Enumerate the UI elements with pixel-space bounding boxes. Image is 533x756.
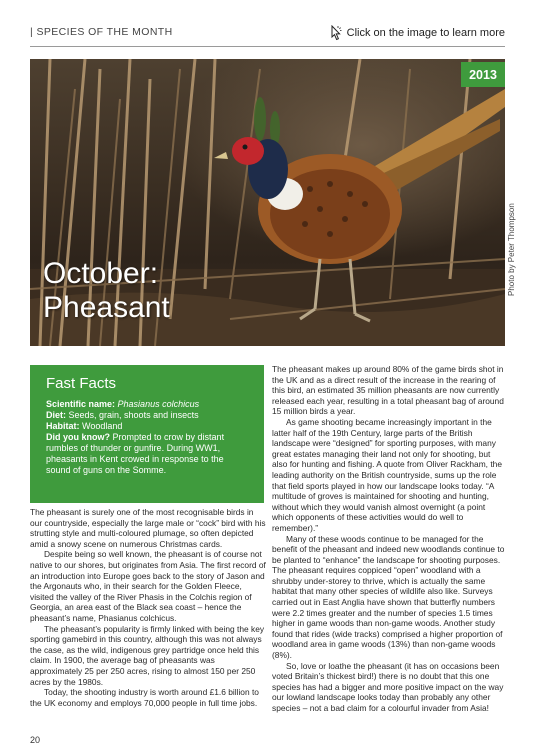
article-paragraph: So, love or loathe the pheasant (it has on occasions been voted Britain’s thickest bird!) there is no doubt that this one species has had a bigger and more positive impact on the way our lowland landscape looks today than probably any other species – not a bad claim for a colourful invader from Asia!	[272, 660, 504, 713]
photo-title-species: Pheasant	[43, 291, 170, 324]
fact-habitat-label: Habitat:	[46, 421, 80, 431]
article-right-column	[272, 364, 506, 714]
article-paragraph: The pheasant is surely one of the most recognisable birds in our countryside, especially the large male or “cock” bird with his strutting style and multi-coloured plumage, so often depicted amid a snowy scene on numerous Christmas cards.	[30, 507, 266, 549]
fact-habitat	[46, 421, 248, 432]
fact-scientific-name	[46, 399, 248, 410]
fact-dyk-value: Prompted to crow by distant rumbles of thunder or gunfire. During WW1, pheasants in Kent crowed in response to the sound of guns on the Somme.	[46, 432, 225, 475]
photo-title-month: October:	[43, 257, 159, 290]
year-badge: 2013	[461, 62, 505, 87]
article-left-column	[30, 507, 266, 708]
learn-more-label: Click on the image to learn more	[346, 27, 505, 39]
fact-diet	[46, 410, 248, 421]
fast-facts-box	[30, 365, 264, 503]
fast-facts-heading: Fast Facts	[46, 375, 117, 392]
article-paragraph: The pheasant makes up around 80% of the game birds shot in the UK and as a direct result of the increase in the rearing of this bird, an estimated 35 million pheasants are now currently released each year, resulting in a total pheasant bag of around 15 million birds a year.	[272, 364, 504, 417]
fact-did-you-know	[46, 432, 248, 476]
article-paragraph: Despite being so well known, the pheasant is of course not native to our shores, but originates from Asia. The first record of an introduction into Europe goes back to the story of Jason and the Argonauts who, in their search for the Golden Fleece, visited the valley of the River Phasis in the Colchis region of Georgia, an area east of the Black sea coast – hence the pheasant’s name, Phasianus colchicus.	[30, 549, 266, 623]
photo-title	[43, 257, 170, 325]
learn-more-link[interactable]	[329, 25, 505, 41]
pointer-cursor-icon	[329, 25, 343, 41]
fact-diet-value: Seeds, grain, shoots and insects	[68, 410, 199, 420]
fact-habitat-value: Woodland	[82, 421, 123, 431]
fact-scientific-label: Scientific name:	[46, 399, 116, 409]
photo-credit: Photo by Peter Thompson	[507, 203, 516, 296]
section-label: | SPECIES OF THE MONTH	[30, 26, 173, 38]
fact-dyk-label: Did you know?	[46, 432, 110, 442]
page-header	[30, 24, 505, 47]
article-paragraph: As game shooting became increasingly important in the latter half of the 19th Century, large parts of the British landscape were “designed” for sporting purposes, with many great estates managing their land not only for shooting, but also for hunting and fishing. A quote from Oliver Rackham, the leading authority on the British countryside, sums up the role that field sports played in how our landscape looks today. “A multitude of groves is maintained for shooting and hunting, without which they would vanish almost overnight (a point which opponents of these activities would do well to remember).”	[272, 416, 502, 533]
article-paragraph: Today, the shooting industry is worth around £1.6 billion to the UK economy and employs 70,000 people in full time jobs.	[30, 687, 259, 708]
article-paragraph: Many of these woods continue to be managed for the benefit of the pheasant and indeed new woodlands continue to be planted to “enhance” the landscape for shooting purposes. The pheasant requires coppiced “open” woodland with a shrubby under-storey to thrive, which is actually the same habitat that many other species of wildlife also like. Surveys carried out in East Anglia have shown that butterfly numbers were 2.2 times greater and the number of species 1.5 times higher in game woods than non-game woods. Another study found that rides (wide tracks) comprised a higher proportion of woodland area in game woods (13%) than non-game woods (8%).	[272, 533, 505, 661]
page-number: 20	[30, 735, 41, 745]
pheasant-photo[interactable]	[30, 59, 505, 346]
fact-diet-label: Diet:	[46, 410, 66, 420]
article-paragraph: The pheasant’s popularity is firmly linked with being the key sporting gamebird in this country, although this was not always the case, as the wild, indigenous grey partridge once held this claim. In 1900, the average bag of pheasants was approximately 25 per 250 acres, rising to almost 150 per 250 acres by the 1980s.	[30, 623, 265, 687]
fact-scientific-value: Phasianus colchicus	[117, 399, 200, 409]
